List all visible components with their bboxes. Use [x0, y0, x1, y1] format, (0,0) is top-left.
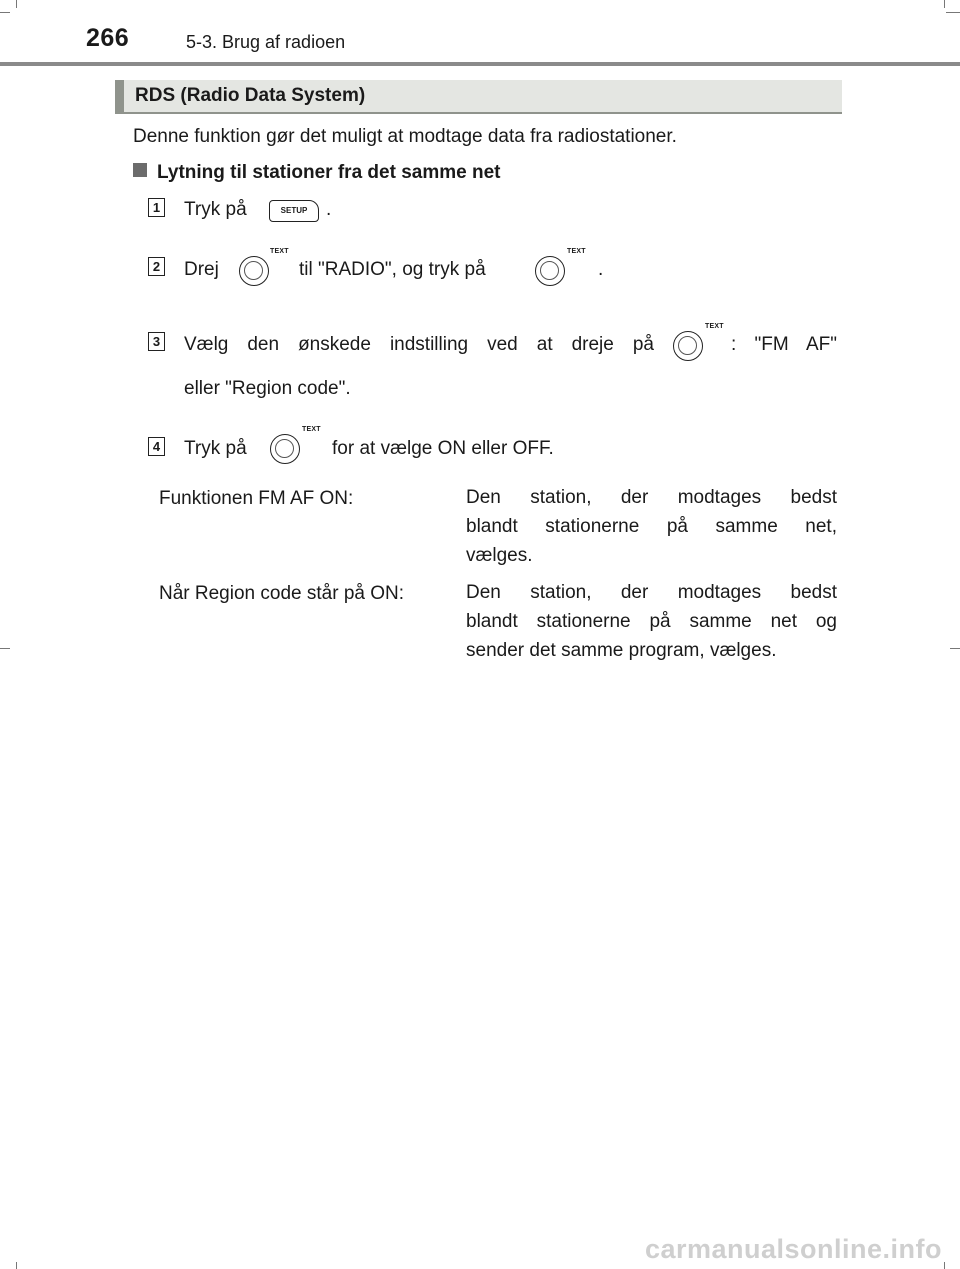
knob-text-label: TEXT	[705, 323, 724, 330]
header-divider	[0, 62, 960, 66]
step-3-options: : "FM AF"	[731, 334, 837, 355]
subheading	[133, 162, 500, 184]
definition-text	[466, 483, 837, 570]
crop-mark	[16, 1262, 17, 1269]
definition-label: Når Region code står på ON:	[159, 583, 405, 604]
knob-text-label: TEXT	[567, 248, 586, 255]
watermark: carmanualsonline.info	[644, 1234, 942, 1264]
step-3-text: Vælg den ønskede indstilling ved at dreje på	[184, 334, 654, 355]
crop-mark	[0, 648, 10, 649]
step-number-4: 4	[148, 437, 165, 456]
definition-line: Den station, der modtages bedst	[466, 582, 837, 603]
crop-mark	[950, 648, 960, 649]
setup-button-icon: SETUP	[269, 200, 319, 222]
definition-line: sender det samme program, vælges.	[466, 640, 777, 661]
step-2-end: .	[598, 259, 604, 280]
crop-mark	[16, 0, 17, 8]
subheading-text: Lytning til stationer fra det samme net	[157, 162, 501, 183]
step-2-middle: til "RADIO", og tryk på	[299, 259, 486, 280]
tune-knob-icon	[535, 256, 565, 286]
page-number: 266	[86, 24, 130, 52]
tune-knob-icon	[270, 434, 300, 464]
definition-line: Den station, der modtages bedst	[466, 487, 837, 508]
knob-text-label: TEXT	[270, 248, 289, 255]
chapter-title: 5-3. Brug af radioen	[186, 32, 346, 52]
step-number-2: 2	[148, 257, 165, 276]
step-1-end: .	[326, 199, 332, 220]
knob-text-label: TEXT	[302, 426, 321, 433]
crop-mark	[0, 12, 10, 13]
section-heading-bar	[115, 80, 842, 114]
step-number-1: 1	[148, 198, 165, 217]
definition-line: vælges.	[466, 545, 533, 566]
step-1-text: Tryk på	[184, 199, 247, 220]
definition-line: blandt stationerne på samme net,	[466, 516, 837, 537]
crop-mark	[946, 12, 960, 13]
definition-text	[466, 578, 837, 665]
section-title: RDS (Radio Data System)	[135, 85, 366, 106]
step-2-text: Drej	[184, 259, 219, 280]
definition-label: Funktionen FM AF ON:	[159, 488, 354, 509]
step-4-end: for at vælge ON eller OFF.	[332, 438, 554, 459]
definition-line: blandt stationerne på samme net og	[466, 611, 837, 632]
section-accent	[115, 80, 124, 112]
tune-knob-icon	[239, 256, 269, 286]
step-3-line-2: eller "Region code".	[184, 378, 351, 399]
step-number-3: 3	[148, 332, 165, 351]
square-bullet-icon	[133, 163, 147, 177]
tune-knob-icon	[673, 331, 703, 361]
crop-mark	[944, 0, 945, 8]
intro-paragraph: Denne funktion gør det muligt at modtage data fra radiostationer.	[133, 126, 677, 147]
crop-mark	[944, 1262, 945, 1269]
step-4-text: Tryk på	[184, 438, 247, 459]
